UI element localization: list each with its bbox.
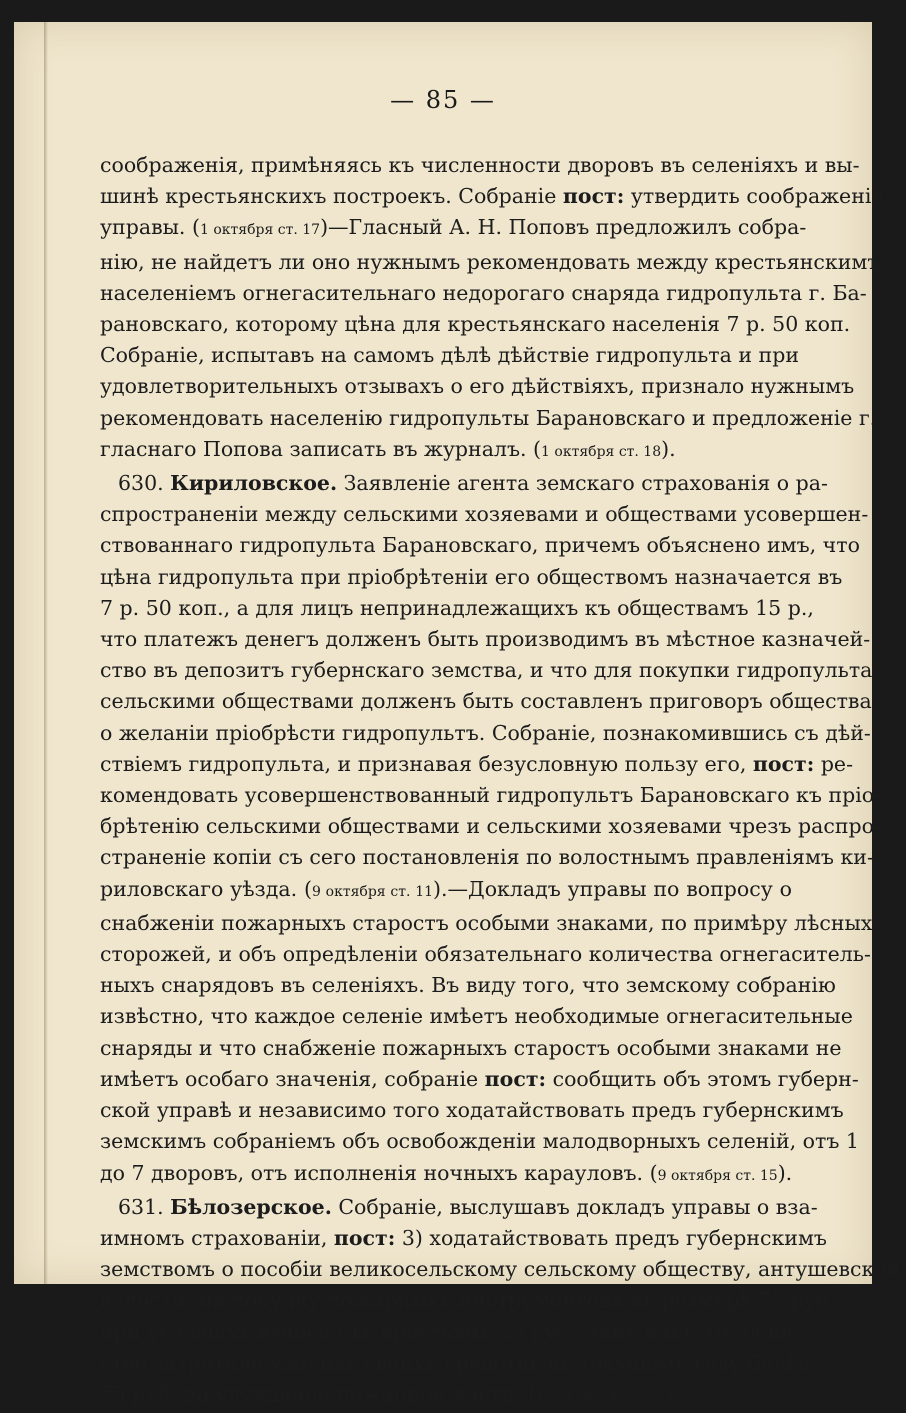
text-run: снабженіи пожарныхъ старостъ особыми знаками, по примѣру лѣсныхъ [100, 910, 886, 935]
text-line [100, 468, 828, 499]
text-run: Заявленіе агента земскаго страхованія о ра- [337, 471, 828, 496]
text-run: нію, не найдетъ ли оно нужнымъ рекомендовать между крестьянскимъ [100, 249, 881, 274]
text-run: утвердить соображенія [624, 184, 885, 209]
text-run: ской управѣ и независимо того ходатайствовать предъ губернскимъ [100, 1098, 844, 1123]
text-run: рановскаго, которому цѣна для крестьянскаго населенія 7 р. 50 коп. [100, 312, 851, 337]
text-line [100, 1064, 859, 1095]
text-line [100, 939, 871, 970]
text-run: о желаніи пріобрѣсти гидропультъ. Собраніе, познакомившись съ дѣй- [100, 720, 871, 745]
text-run: ). [665, 1381, 680, 1406]
text-line [100, 593, 814, 624]
text-line [100, 181, 885, 212]
text-run: снаряды и что снабженіе пожарныхъ старостъ особыми знаками не [100, 1035, 842, 1060]
bold-text-run: пост: [562, 184, 625, 209]
text-line [100, 530, 860, 561]
text-line [100, 212, 807, 246]
text-line [100, 278, 867, 309]
page-number: — 85 — [390, 86, 496, 114]
book-page [14, 22, 901, 1406]
text-line [100, 1348, 811, 1379]
text-run: 630. [118, 471, 171, 496]
text-line [100, 1095, 844, 1126]
text-run: риловскаго уѣзда. ( [100, 876, 312, 901]
text-line [100, 624, 871, 655]
text-line [100, 686, 872, 717]
text-line [100, 499, 869, 530]
text-run: что платежъ денегъ долженъ быть производимъ въ мѣстное казначей- [100, 627, 871, 652]
text-run: ре- [814, 751, 853, 776]
text-run: ствованнаго гидропульта Барановскаго, причемъ объяснено имъ, что [100, 533, 860, 558]
text-run: страненіе копіи съ сего постановленія по волостнымъ правленіямъ ки- [100, 845, 874, 870]
text-run: волости, на покупку пожарныхъ инструментовъ въ размѣрѣ 75 руб. [100, 1288, 835, 1313]
text-line [100, 150, 860, 181]
reference-note: 9 октября ст. 15 [657, 1167, 778, 1184]
text-line [100, 655, 873, 686]
text-run: Собраніе, выслушавъ докладъ управы о вза- [331, 1194, 818, 1219]
text-run: ствіемъ гидропульта, и признавая безусловную пользу его, [100, 751, 753, 776]
text-line [100, 1001, 853, 1032]
text-run: удовлетворительныхъ отзывахъ о его дѣйствіяхъ, признало нужнымъ [100, 374, 855, 399]
reference-note: 11 октября ст. 32 [536, 1388, 666, 1405]
text-line [100, 403, 877, 434]
reference-note: 1 октября ст. 17 [199, 222, 321, 239]
text-run: цѣна гидропульта при пріобрѣтеніи его обществомъ назначается въ [100, 564, 843, 589]
text-run: при условіяхъ взноса отъ крестьянъ 25 руб., такъ какъ это обще- [100, 1319, 806, 1344]
text-line [100, 970, 836, 1001]
text-run: спространеніи между сельскими хозяевами и обществами усовершен- [100, 502, 869, 527]
bold-text-run: пост: [333, 1225, 396, 1250]
text-run: населеніемъ огнегасительнаго недорогаго снаряда гидропульта г. Ба- [100, 280, 867, 305]
text-run: сообщить объ этомъ губерн- [546, 1066, 859, 1091]
text-line [100, 718, 871, 749]
text-line [100, 1254, 901, 1285]
text-line [100, 1379, 792, 1413]
text-run: 631. [118, 1194, 171, 1219]
text-run: ныхъ снарядовъ въ селеніяхъ. Въ виду того, что земскому собранію [100, 973, 836, 998]
text-line [100, 780, 882, 811]
text-run: земствомъ о пособіи великосельскому сельскому обществу, антушевской [100, 1257, 901, 1282]
text-run: комендовать усовершенствованный гидропультъ Барановскаго къ пріо- [100, 783, 882, 808]
reference-note: 1 октября ст. 18 [541, 443, 662, 460]
text-run: извѣстно, что каждое селеніе имѣетъ необходимые огнегасительные [100, 1004, 853, 1029]
body-text [100, 150, 901, 1413]
text-run: ).—Докладъ управы по вопросу о [433, 876, 792, 901]
reference-note: 9 октября ст. 11 [311, 883, 434, 900]
text-line [100, 749, 853, 780]
text-line [100, 811, 881, 842]
text-line [100, 1317, 806, 1348]
bold-text-run: Бѣлозерское. [170, 1194, 332, 1219]
text-run: 7 р. 50 коп., а для лицъ непринадлежащихъ къ обществамъ 15 р., [100, 595, 814, 620]
text-run: сельскими обществами долженъ быть составленъ приговоръ общества [100, 689, 872, 714]
text-line [100, 434, 792, 468]
page-binding-shadow [44, 22, 48, 1284]
bold-text-run: пост: [752, 751, 815, 776]
text-run: 3) ходатайствовать предъ губернскимъ [395, 1225, 827, 1250]
text-line [100, 1192, 818, 1223]
text-run: гласнаго Попова записать въ журналъ. ( [100, 436, 542, 461]
text-run: Собраніе, испытавъ на самомъ дѣлѣ дѣйствіе гидропульта и при [100, 343, 799, 368]
text-line [100, 842, 874, 873]
text-line [100, 1223, 827, 1254]
text-run: шинѣ крестьянскихъ построекъ. Собраніе [100, 184, 563, 209]
text-run: ство затратило уже изъ своихъ средствъ въ текущемъ году болѣе [100, 1350, 811, 1375]
text-run: 75 руб. на улучшеніе пожарной части. ( [100, 1381, 537, 1406]
text-line [100, 340, 799, 371]
text-line [100, 874, 792, 908]
text-line [100, 1126, 859, 1157]
text-line [100, 562, 843, 593]
text-run: до 7 дворовъ, отъ исполненія ночныхъ карауловъ. ( [100, 1160, 658, 1185]
text-run: сторожей, и объ опредѣленіи обязательнаго количества огнегаситель- [100, 942, 871, 967]
bold-text-run: Кириловское. [170, 471, 338, 496]
text-line [100, 1285, 835, 1316]
text-run: земскимъ собраніемъ объ освобожденіи малодворныхъ селеній, отъ 1 [100, 1129, 859, 1154]
bold-text-run: пост: [484, 1066, 547, 1091]
text-run: имномъ страхованіи, [100, 1225, 334, 1250]
text-run: ). [661, 436, 676, 461]
text-line [100, 908, 886, 939]
text-run: ство въ депозитъ губернскаго земства, и что для покупки гидропульта [100, 658, 873, 683]
text-line [100, 309, 851, 340]
text-line [100, 1158, 792, 1192]
text-run: соображенія, примѣняясь къ численности дворовъ въ селеніяхъ и вы- [100, 153, 860, 177]
text-run: )—Гласный А. Н. Поповъ предложилъ собра- [320, 215, 807, 240]
text-run: брѣтенію сельскими обществами и сельскими хозяевами чрезъ распро- [100, 814, 881, 839]
text-run: рекомендовать населенію гидропульты Барановскаго и предложеніе г. [100, 405, 877, 430]
text-run: имѣетъ особаго значенія, собраніе [100, 1066, 485, 1091]
text-line [100, 1033, 842, 1064]
text-run: ). [777, 1160, 793, 1185]
text-line [100, 371, 855, 402]
text-line [100, 247, 881, 278]
text-run: управы. ( [100, 215, 200, 240]
